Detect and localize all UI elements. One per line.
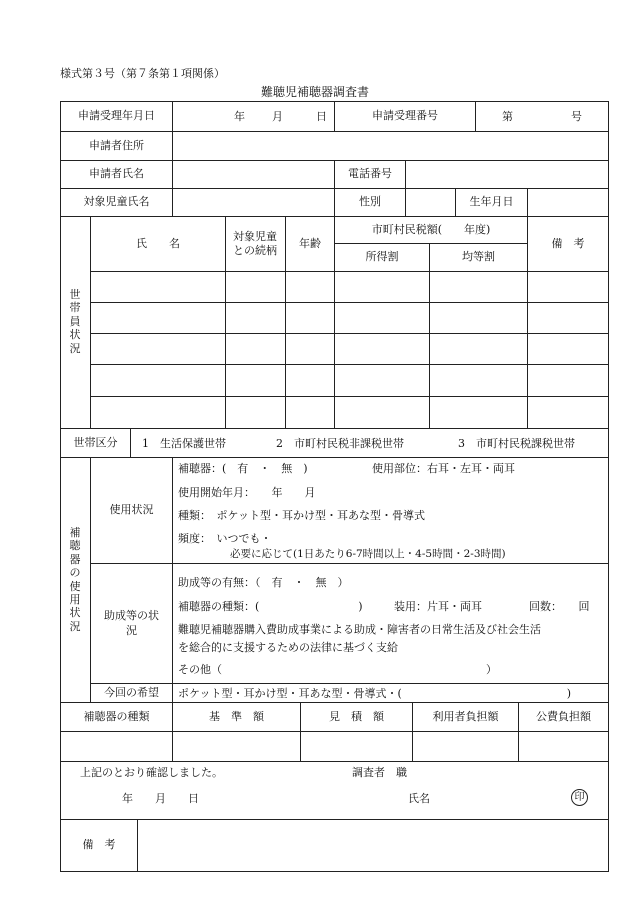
- remarks-field[interactable]: [138, 820, 608, 871]
- gender-label: 性別: [359, 195, 381, 209]
- col-relation: 対象児童との続柄: [233, 229, 277, 257]
- household-row[interactable]: [91, 303, 608, 333]
- phone-label: 電話番号: [348, 167, 392, 181]
- household-section-label: 世帯員状況: [69, 288, 81, 355]
- household-row[interactable]: [91, 334, 608, 364]
- received-date-month: 月: [272, 110, 283, 123]
- col-equal: 均等割: [462, 250, 495, 264]
- usage-frequency-detail[interactable]: 必要に応じて(1日あたり6-7時間以上・4-5時間・2-3時間): [230, 548, 506, 560]
- col-income: 所得割: [365, 250, 399, 264]
- child-name-label: 対象児童氏名: [83, 195, 150, 209]
- subsidy-status-label: 助成等の状況: [104, 609, 159, 637]
- phone-field[interactable]: [406, 161, 608, 188]
- address-label: 申請者住所: [89, 138, 144, 152]
- cost-standard-label: 基 準 額: [209, 709, 264, 723]
- gender-field[interactable]: [406, 189, 455, 216]
- receipt-number-suffix: 号: [571, 110, 582, 123]
- household-class-3[interactable]: 3 市町村民税課税世帯: [458, 437, 575, 450]
- col-remarks: 備 考: [551, 236, 585, 250]
- receipt-number-label: 申請受理番号: [372, 109, 438, 123]
- form-title: 難聴児補聴器調査書: [260, 85, 369, 99]
- usage-frequency[interactable]: 頻度： いつでも・: [178, 532, 272, 545]
- household-class-label: 世帯区分: [73, 435, 118, 449]
- subsidy-other[interactable]: その他（ ）: [178, 663, 497, 676]
- cost-user-label: 利用者負担額: [432, 709, 499, 723]
- applicant-name-field[interactable]: [173, 161, 334, 188]
- address-field[interactable]: [173, 132, 608, 160]
- child-name-field[interactable]: [173, 189, 334, 216]
- usage-start-date[interactable]: 使用開始年月： 年 月: [178, 486, 316, 499]
- subsidy-ears[interactable]: 装用：片耳・両耳: [394, 600, 482, 613]
- cost-estimate-label: 見 積 額: [329, 709, 384, 723]
- remarks-label: 備 考: [82, 838, 116, 852]
- confirm-date[interactable]: 年 月 日: [122, 792, 199, 805]
- seal-icon: 印: [571, 789, 588, 806]
- col-age: 年齢: [299, 236, 321, 250]
- col-tax: 市町村民税額( 年度): [371, 222, 491, 236]
- received-date-year: 年: [234, 110, 245, 123]
- wish-options[interactable]: ポケット型・耳かけ型・耳あな型・骨導式・( ): [178, 687, 572, 700]
- subsidy-presence[interactable]: 助成等の有無：（ 有 ・ 無 ）: [178, 576, 349, 589]
- subsidy-count[interactable]: 回数： 回: [529, 600, 590, 613]
- birthdate-label: 生年月日: [469, 195, 514, 209]
- birthdate-field[interactable]: [528, 189, 608, 216]
- wish-label: 今回の希望: [104, 685, 159, 699]
- receipt-number-prefix: 第: [502, 110, 513, 123]
- household-class-1[interactable]: 1 生活保護世帯: [142, 437, 226, 450]
- confirm-text: 上記のとおり確認しました。: [80, 766, 223, 779]
- household-class-2[interactable]: 2 市町村民税非課税世帯: [276, 437, 404, 450]
- cost-public-label: 公費負担額: [536, 709, 591, 723]
- hearing-aid-status[interactable]: 補聴器：( 有 ・ 無 ): [178, 462, 308, 475]
- usage-status-label: 使用状況: [109, 503, 154, 517]
- investigator-title-label: 調査者 職: [352, 766, 407, 779]
- subsidy-aid-type[interactable]: 補聴器の種類：( ): [178, 600, 363, 613]
- cost-values-row[interactable]: [61, 732, 608, 761]
- usage-section-label: 補聴器の使用状況: [69, 526, 81, 633]
- household-row[interactable]: [91, 397, 608, 428]
- received-date-label: 申請受理年月日: [78, 109, 155, 123]
- subsidy-program-line-1[interactable]: 難聴児補聴器購入費助成事業による助成・障害者の日常生活及び社会生活: [178, 623, 541, 636]
- subsidy-program-line-2[interactable]: を総合的に支援するための法律に基づく支給: [178, 641, 398, 654]
- usage-part[interactable]: 使用部位：右耳・左耳・両耳: [372, 462, 515, 475]
- col-name: 氏 名: [136, 236, 180, 250]
- received-date-day: 日: [316, 110, 327, 123]
- household-row[interactable]: [91, 365, 608, 396]
- household-row[interactable]: [91, 272, 608, 302]
- investigator-name-label: 氏名: [408, 792, 430, 805]
- cost-type-label: 補聴器の種類: [83, 709, 150, 723]
- hearing-aid-type[interactable]: 種類： ポケット型・耳かけ型・耳あな型・骨導式: [178, 509, 425, 522]
- applicant-name-label: 申請者氏名: [89, 167, 144, 181]
- form-number: 様式第３号（第７条第１項関係）: [60, 67, 225, 80]
